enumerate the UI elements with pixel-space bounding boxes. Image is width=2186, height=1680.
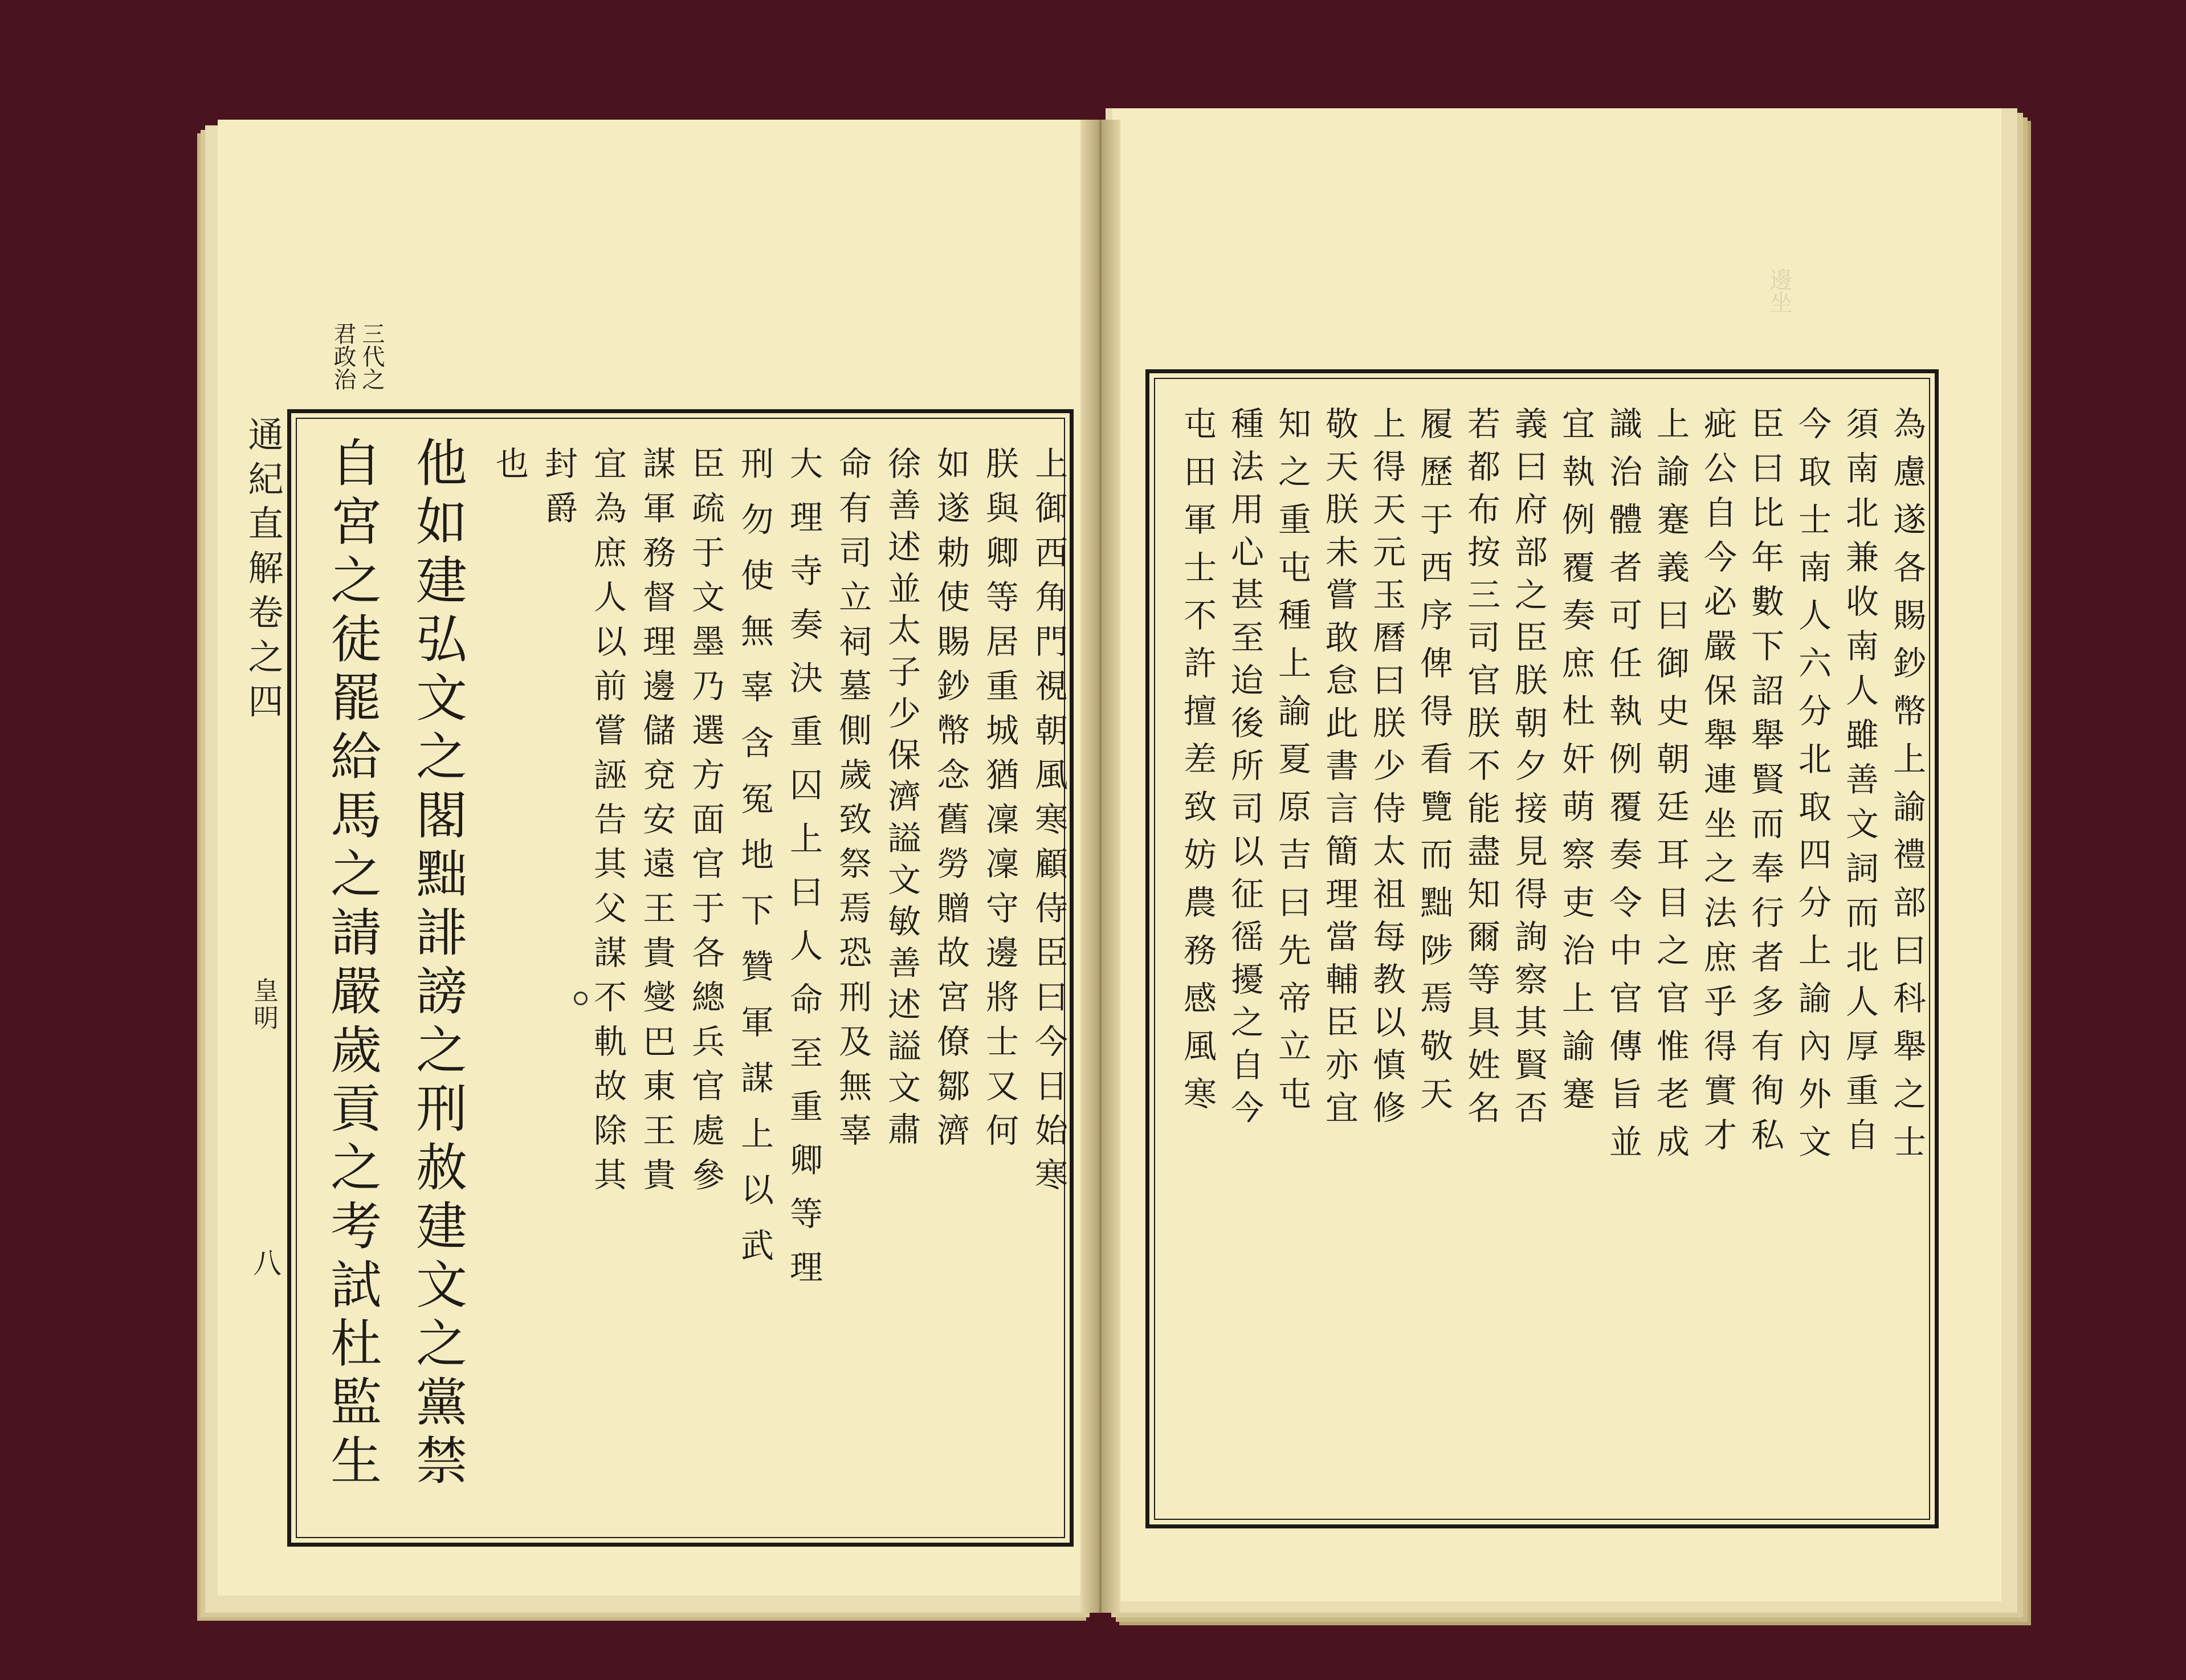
margin-title: 通紀直解卷之四 [242, 416, 284, 727]
margin-section: 皇明 [249, 977, 278, 1032]
right-column-3: 今取士南人六分北取四分上諭內外文 [1793, 406, 1832, 1172]
right-column-6: 上諭蹇義曰御史朝廷耳目之官惟老成 [1651, 406, 1690, 1172]
heading-note-line2: 君政治 [330, 322, 356, 390]
right-column-10: 若都布按三司官朕不能盡知爾等具姓名 [1462, 406, 1500, 1133]
left-column-8: 刑勿使無辜含冤地下贊軍謀上以武 [735, 446, 774, 1284]
punctuation-mark [574, 992, 588, 1005]
left-column-14: 上御西角門視朝風寒顧侍臣曰今日始寒 [1029, 446, 1068, 1202]
right-column-7: 識治體者可任執例覆奏令中官傳旨並 [1604, 406, 1642, 1172]
right-column-16: 屯田軍士不許擅差致妨農務感風寒 [1178, 406, 1217, 1124]
margin-folio: 八 [248, 1248, 282, 1277]
right-column-15: 種法用心甚至迨後所司以征徭擾之自今 [1225, 406, 1264, 1133]
show-through-text: 邊坐 [1766, 268, 1792, 313]
right-column-9: 義曰府部之臣朕朝夕接見得詢察其賢否 [1509, 406, 1548, 1133]
left-column-9: 大理寺奏決重囚上曰人命至重卿等理 [784, 446, 823, 1303]
right-column-11: 履歷于西序俾得看覽而黜陟焉敬天 [1414, 406, 1453, 1124]
left-column-11: 徐善述並太子少保濟謚文敏善述謚文肅 [882, 446, 921, 1153]
left-text-frame [287, 409, 1074, 1547]
left-column-5: 宜為庶人以前嘗誣告其父謀不軌故除其 [588, 446, 627, 1202]
left-column-3: 也 [490, 446, 529, 479]
left-column-4: 封爵 [539, 446, 578, 535]
book-gutter [1080, 120, 1120, 1613]
left-column-13: 朕與卿等居重城猶凜凜守邊將士又何 [980, 446, 1019, 1157]
right-text-frame [1145, 369, 1939, 1528]
right-column-2: 須南北兼收南人雖善文詞而北人厚重自 [1840, 406, 1879, 1162]
left-column-12: 如遂勅使賜鈔幣念舊勞贈故宮僚鄒濟 [931, 446, 970, 1157]
right-column-8: 宜執例覆奏庶杜奸萌察吏治上諭蹇 [1556, 406, 1595, 1124]
heading-note-line1: 三代之 [358, 322, 385, 390]
right-column-5: 疵公自今必嚴保舉連坐之法庶乎得實才 [1698, 406, 1737, 1162]
open-book [205, 103, 2012, 1630]
right-column-13: 敬天朕未嘗敢怠此書言簡理當輔臣亦宜 [1320, 406, 1359, 1133]
left-column-1: 自宮之徒罷給馬之請嚴歲貢之考試杜監生 [321, 436, 381, 1493]
left-column-10: 命有司立祠墓側歲致祭焉恐刑及無辜 [833, 446, 872, 1157]
left-column-7: 臣疏于文墨乃選方面官于各總兵官處參 [686, 446, 725, 1202]
right-column-1: 為慮遂各賜鈔幣上諭禮部曰科舉之士 [1887, 406, 1926, 1172]
left-column-6: 謀軍務督理邊儲兗安遠王貴燮巴東王貴 [637, 446, 676, 1202]
right-page [1112, 108, 2001, 1601]
left-page [218, 120, 1084, 1596]
right-column-4: 臣曰比年數下詔舉賢而奉行者多有徇私 [1745, 406, 1784, 1162]
right-column-14: 知之重屯種上諭夏原吉曰先帝立屯 [1273, 406, 1311, 1124]
left-column-2: 他如建弘文之閣黜誹謗之刑赦建文之黨禁 [407, 436, 467, 1493]
right-column-12: 上得天元玉曆曰朕少侍太祖每教以慎修 [1367, 406, 1406, 1133]
